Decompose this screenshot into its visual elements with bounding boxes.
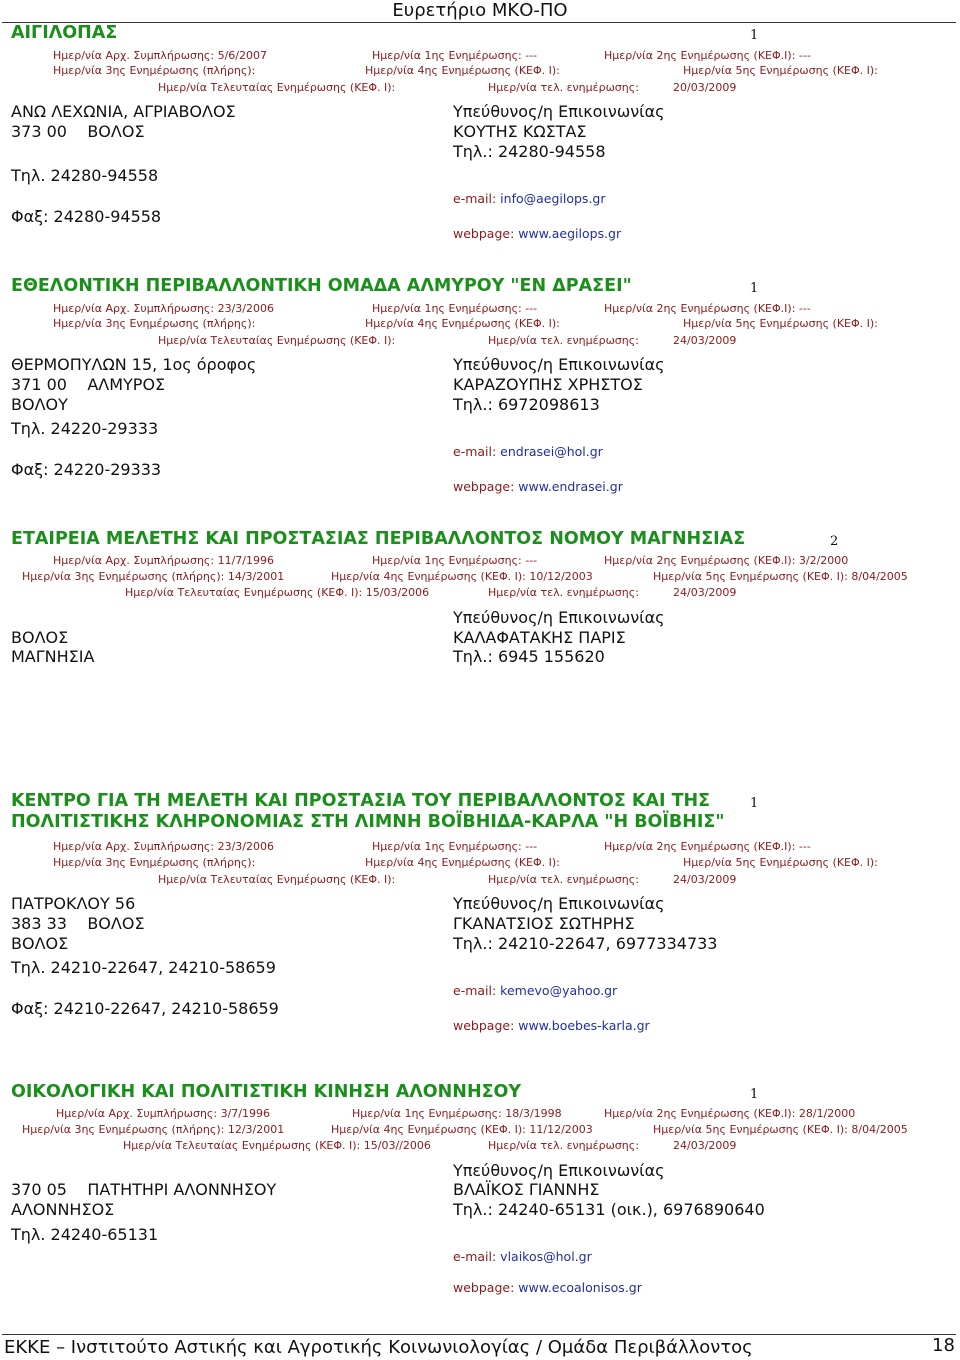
update-date-field: Ημερ/νία 3ης Ενημέρωσης (πλήρης): <box>53 856 256 869</box>
contact-line: Τηλ.: 24210-22647, 6977334733 <box>453 934 718 953</box>
email-value[interactable]: info@aegilops.gr <box>500 191 606 206</box>
organization-title: ΕΤΑΙΡΕΙΑ ΜΕΛΕΤΗΣ ΚΑΙ ΠΡΟΣΤΑΣΙΑΣ ΠΕΡΙΒΑΛΛΟΝΤΟΣ ΝΟΜΟΥ ΜΑΓΝΗΣΙΑΣ <box>11 529 746 549</box>
entry-count: 1 <box>750 1087 759 1102</box>
update-date-field: Ημερ/νία Αρχ. Συμπλήρωσης: 3/7/1996 <box>56 1107 270 1120</box>
contact-line: ΚΑΛΑΦΑΤΑΚΗΣ ΠΑΡΙΣ <box>453 628 626 647</box>
address-line: Τηλ. 24240-65131 <box>11 1225 159 1244</box>
update-date-field: Ημερ/νία 3ης Ενημέρωσης (πλήρης): <box>53 317 256 330</box>
email-link[interactable] <box>453 1247 592 1267</box>
address-line: ΒΟΛΟΥ <box>11 395 68 414</box>
webpage-value[interactable]: www.boebes-karla.gr <box>518 1018 650 1033</box>
page-number: 18 <box>932 1335 955 1356</box>
update-date-field: 24/03/2009 <box>673 586 737 599</box>
email-label: e-mail: <box>453 983 501 998</box>
update-date-field: Ημερ/νία τελ. ενημέρωσης: <box>488 1139 639 1152</box>
address-line: Φαξ: 24280-94558 <box>11 207 162 226</box>
update-date-field: Ημερ/νία 5ης Ενημέρωσης (ΚΕΦ. Ι): <box>683 64 878 77</box>
address-line: Τηλ. 24210-22647, 24210-58659 <box>11 958 276 977</box>
update-date-field: Ημερ/νία Τελευταίας Ενημέρωσης (ΚΕΦ. Ι): 15/03/2006 <box>125 586 430 599</box>
organization-title: ΑΙΓΙΛΟΠΑΣ <box>11 23 118 43</box>
webpage-link[interactable] <box>453 1016 650 1036</box>
organization-title: ΟΙΚΟΛΟΓΙΚΗ ΚΑΙ ΠΟΛΙΤΙΣΤΙΚΗ ΚΙΝΗΣΗ ΑΛΟΝΝΗΣΟΥ <box>11 1082 522 1102</box>
update-date-field: Ημερ/νία Αρχ. Συμπλήρωσης: 23/3/2006 <box>53 840 274 853</box>
address-line: ΒΟΛΟΣ <box>11 628 69 647</box>
update-date-field: Ημερ/νία 5ης Ενημέρωσης (ΚΕΦ. Ι): <box>683 317 878 330</box>
contact-line: Υπεύθυνος/η Επικοινωνίας <box>453 1161 665 1180</box>
update-date-field: Ημερ/νία 5ης Ενημέρωσης (ΚΕΦ. Ι): <box>683 856 878 869</box>
contact-line: Υπεύθυνος/η Επικοινωνίας <box>453 102 665 121</box>
contact-line: ΓΚΑΝΑΤΣΙΟΣ ΣΩΤΗΡΗΣ <box>453 914 635 933</box>
update-date-field: Ημερ/νία Τελευταίας Ενημέρωσης (ΚΕΦ. Ι): 15/03//2006 <box>123 1139 431 1152</box>
email-value[interactable]: kemevo@yahoo.gr <box>500 983 618 998</box>
header-divider <box>2 22 956 23</box>
update-date-field: Ημερ/νία 2ης Ενημέρωσης (ΚΕΦ.Ι): --- <box>604 840 811 853</box>
update-date-field: 24/03/2009 <box>673 1139 737 1152</box>
update-date-field: Ημερ/νία Αρχ. Συμπλήρωσης: 11/7/1996 <box>53 554 274 567</box>
organization-title: ΕΘΕΛΟΝΤΙΚΗ ΠΕΡΙΒΑΛΛΟΝΤΙΚΗ ΟΜΑΔΑ ΑΛΜΥΡΟΥ "ΕΝ ΔΡΑΣΕΙ" <box>11 276 632 296</box>
update-date-field: Ημερ/νία Τελευταίας Ενημέρωσης (ΚΕΦ. Ι): <box>158 81 396 94</box>
entry-count: 1 <box>750 281 759 296</box>
update-date-field: Ημερ/νία Τελευταίας Ενημέρωσης (ΚΕΦ. Ι): <box>158 334 396 347</box>
address-line: ΘΕΡΜΟΠΥΛΩΝ 15, 1ος όροφος <box>11 355 257 374</box>
email-link[interactable] <box>453 189 606 209</box>
footer-text: ΕΚΚΕ – Ινστιτούτο Αστικής και Αγροτικής Κοινωνιολογίας / Ομάδα Περιβάλλοντος <box>4 1337 753 1358</box>
update-date-field: Ημερ/νία τελ. ενημέρωσης: <box>488 334 639 347</box>
update-date-field: Ημερ/νία τελ. ενημέρωσης: <box>488 586 639 599</box>
contact-line: Τηλ.: 6945 155620 <box>453 647 605 666</box>
email-value[interactable]: endrasei@hol.gr <box>500 444 603 459</box>
page-header-title: Ευρετήριο ΜΚΟ-ΠΟ <box>392 0 568 21</box>
webpage-value[interactable]: www.ecoalonisos.gr <box>518 1280 642 1295</box>
update-date-field: Ημερ/νία 5ης Ενημέρωσης (ΚΕΦ. Ι): 8/04/2005 <box>653 570 908 583</box>
update-date-field: Ημερ/νία 1ης Ενημέρωσης: --- <box>372 302 538 315</box>
organization-title: ΚΕΝΤΡΟ ΓΙΑ ΤΗ ΜΕΛΕΤΗ ΚΑΙ ΠΡΟΣΤΑΣΙΑ ΤΟΥ ΠΕΡΙΒΑΛΛΟΝΤΟΣ ΚΑΙ ΤΗΣ <box>11 791 711 811</box>
webpage-label: webpage: <box>453 1280 519 1295</box>
webpage-link[interactable] <box>453 224 621 244</box>
update-date-field: Ημερ/νία 1ης Ενημέρωσης: --- <box>372 840 538 853</box>
contact-line: Τηλ.: 24280-94558 <box>453 142 606 161</box>
webpage-value[interactable]: www.aegilops.gr <box>518 226 622 241</box>
update-date-field: Ημερ/νία 4ης Ενημέρωσης (ΚΕΦ. Ι): 11/12/2003 <box>331 1123 593 1136</box>
webpage-value[interactable]: www.endrasei.gr <box>518 479 623 494</box>
address-line: Φαξ: 24220-29333 <box>11 460 162 479</box>
address-line: ΠΑΤΡΟΚΛΟΥ 56 <box>11 894 136 913</box>
email-label: e-mail: <box>453 444 501 459</box>
email-link[interactable] <box>453 981 617 1001</box>
address-line: ΜΑΓΝΗΣΙΑ <box>11 647 95 666</box>
address-line: Φαξ: 24210-22647, 24210-58659 <box>11 999 279 1018</box>
contact-line: Υπεύθυνος/η Επικοινωνίας <box>453 894 665 913</box>
contact-line: Τηλ.: 6972098613 <box>453 395 600 414</box>
organization-title: ΠΟΛΙΤΙΣΤΙΚΗΣ ΚΛΗΡΟΝΟΜΙΑΣ ΣΤΗ ΛΙΜΝΗ ΒΟΪΒΗΙΔΑ-ΚΑΡΛΑ "Η ΒΟΪΒΗΙΣ" <box>11 812 725 832</box>
address-line: ΒΟΛΟΣ <box>11 934 69 953</box>
update-date-field: Ημερ/νία 1ης Ενημέρωσης: --- <box>372 554 538 567</box>
email-value[interactable]: vlaikos@hol.gr <box>500 1249 592 1264</box>
email-link[interactable] <box>453 442 603 462</box>
address-line: ΑΝΩ ΛΕΧΩΝΙΑ, ΑΓΡΙΑΒΟΛΟΣ <box>11 102 236 121</box>
update-date-field: Ημερ/νία Αρχ. Συμπλήρωσης: 23/3/2006 <box>53 302 274 315</box>
update-date-field: Ημερ/νία 3ης Ενημέρωσης (πλήρης): <box>53 64 256 77</box>
email-label: e-mail: <box>453 1249 501 1264</box>
contact-line: Υπεύθυνος/η Επικοινωνίας <box>453 355 665 374</box>
address-line: Τηλ. 24220-29333 <box>11 419 159 438</box>
update-date-field: Ημερ/νία Τελευταίας Ενημέρωσης (ΚΕΦ. Ι): <box>158 873 396 886</box>
contact-line: ΒΛΑΪΚΟΣ ΓΙΑΝΝΗΣ <box>453 1180 600 1199</box>
update-date-field: Ημερ/νία 5ης Ενημέρωσης (ΚΕΦ. Ι): 8/04/2005 <box>653 1123 908 1136</box>
address-line: ΑΛΟΝΝΗΣΟΣ <box>11 1200 115 1219</box>
webpage-label: webpage: <box>453 479 519 494</box>
update-date-field: Ημερ/νία τελ. ενημέρωσης: <box>488 873 639 886</box>
webpage-link[interactable] <box>453 477 623 497</box>
update-date-field: Ημερ/νία 3ης Ενημέρωσης (πλήρης): 14/3/2001 <box>22 570 285 583</box>
update-date-field: Ημερ/νία Αρχ. Συμπλήρωσης: 5/6/2007 <box>53 49 267 62</box>
entry-count: 1 <box>750 796 759 811</box>
webpage-label: webpage: <box>453 1018 519 1033</box>
footer-divider <box>2 1334 956 1335</box>
update-date-field: Ημερ/νία 4ης Ενημέρωσης (ΚΕΦ. Ι): <box>365 317 560 330</box>
webpage-link[interactable] <box>453 1278 642 1298</box>
update-date-field: Ημερ/νία 4ης Ενημέρωσης (ΚΕΦ. Ι): 10/12/2003 <box>331 570 593 583</box>
contact-line: ΚΑΡΑΖΟΥΠΗΣ ΧΡΗΣΤΟΣ <box>453 375 643 394</box>
email-label: e-mail: <box>453 191 501 206</box>
update-date-field: Ημερ/νία 3ης Ενημέρωσης (πλήρης): 12/3/2001 <box>22 1123 285 1136</box>
contact-line: Υπεύθυνος/η Επικοινωνίας <box>453 608 665 627</box>
address-line: 370 05 ΠΑΤΗΤΗΡΙ ΑΛΟΝΝΗΣΟΥ <box>11 1180 277 1199</box>
update-date-field: Ημερ/νία τελ. ενημέρωσης: <box>488 81 639 94</box>
webpage-label: webpage: <box>453 226 519 241</box>
address-line: Τηλ. 24280-94558 <box>11 166 159 185</box>
update-date-field: Ημερ/νία 2ης Ενημέρωσης (ΚΕΦ.Ι): 3/2/2000 <box>604 554 849 567</box>
update-date-field: Ημερ/νία 4ης Ενημέρωσης (ΚΕΦ. Ι): <box>365 64 560 77</box>
update-date-field: 24/03/2009 <box>673 873 737 886</box>
update-date-field: Ημερ/νία 1ης Ενημέρωσης: --- <box>372 49 538 62</box>
entry-count: 2 <box>830 534 839 549</box>
address-line: 383 33 ΒΟΛΟΣ <box>11 914 145 933</box>
update-date-field: Ημερ/νία 2ης Ενημέρωσης (ΚΕΦ.Ι): --- <box>604 302 811 315</box>
update-date-field: Ημερ/νία 4ης Ενημέρωσης (ΚΕΦ. Ι): <box>365 856 560 869</box>
update-date-field: Ημερ/νία 2ης Ενημέρωσης (ΚΕΦ.Ι): 28/1/2000 <box>604 1107 856 1120</box>
update-date-field: Ημερ/νία 1ης Ενημέρωσης: 18/3/1998 <box>352 1107 562 1120</box>
contact-line: ΚΟΥΤΗΣ ΚΩΣΤΑΣ <box>453 122 587 141</box>
contact-line: Τηλ.: 24240-65131 (οικ.), 6976890640 <box>453 1200 765 1219</box>
address-line: 373 00 ΒΟΛΟΣ <box>11 122 145 141</box>
update-date-field: 24/03/2009 <box>673 334 737 347</box>
entry-count: 1 <box>750 28 759 43</box>
update-date-field: Ημερ/νία 2ης Ενημέρωσης (ΚΕΦ.Ι): --- <box>604 49 811 62</box>
update-date-field: 20/03/2009 <box>673 81 737 94</box>
address-line: 371 00 ΑΛΜΥΡΟΣ <box>11 375 166 394</box>
